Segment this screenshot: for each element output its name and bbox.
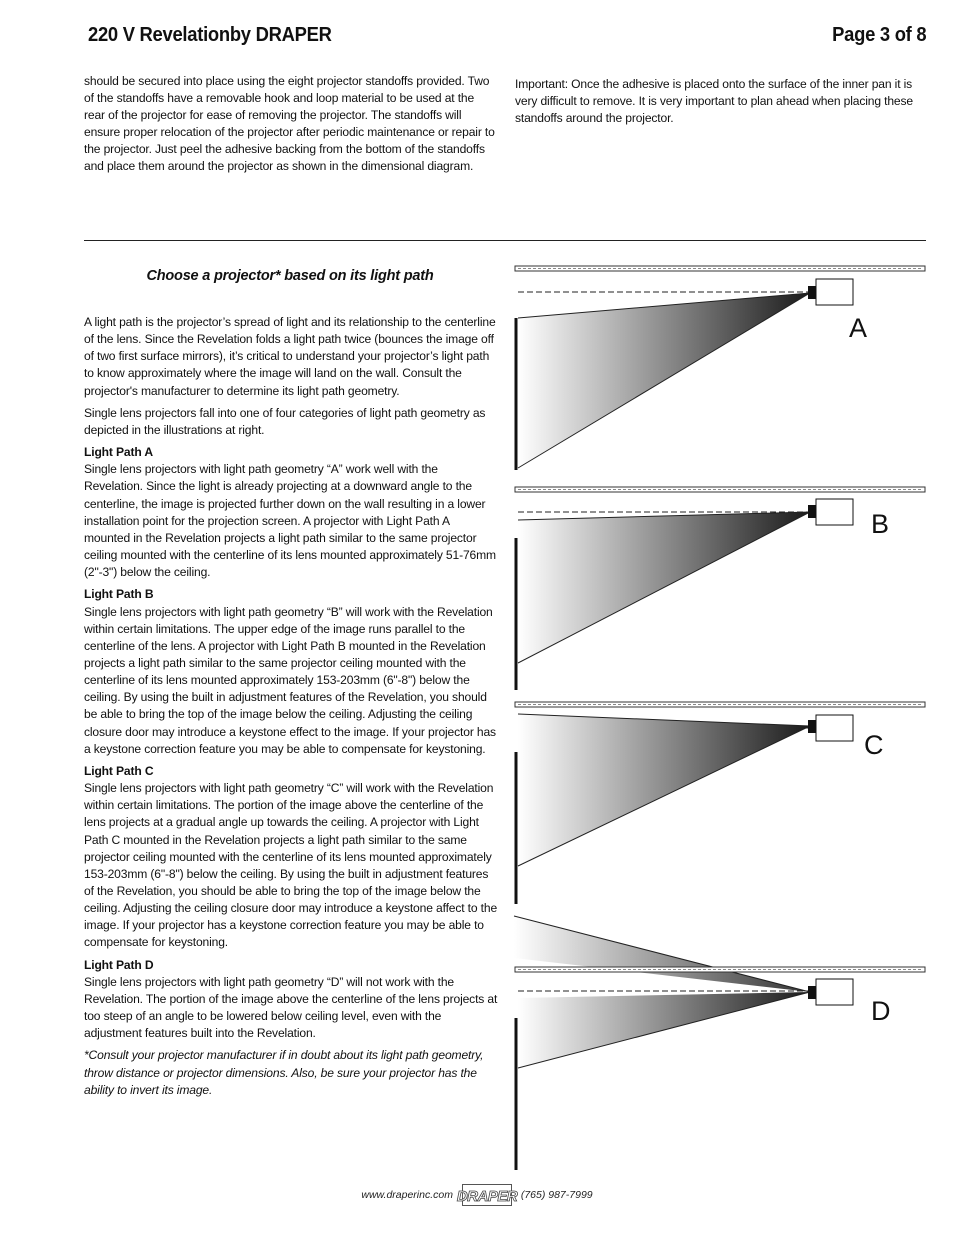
intro-paragraph: A light path is the projector’s spread of light and its relationship to the centerline of the lens. Since the Revelation folds a light path twice (bounces the image off of two first surface mirrors), it’s critical to understand your projector’s light path to know approximately where the image will land on the wall. Consult the projector's manufacturer to determine its light path geometry.: [84, 315, 496, 398]
diagram-a: [515, 266, 925, 470]
diagram-b: [515, 487, 925, 690]
light-beam: [518, 714, 810, 866]
light-path-c-title: Light Path C: [84, 763, 154, 778]
light-path-c-block: [84, 763, 498, 952]
light-path-a-title: Light Path A: [84, 445, 153, 460]
projector-lens: [808, 720, 816, 733]
section-heading: Choose a projector* based on its light path: [146, 268, 434, 284]
important-note-paragraph: Important: Once the adhesive is placed onto the surface of the inner pan it is very difficult to remove. It is very important to plan ahead when placing these standoffs around the projector.: [515, 77, 913, 126]
diagram-label-a: A: [849, 313, 868, 343]
light-path-b-text: Single lens projectors with light path geometry “B” will work with the Revelation within certain limitations. The upper edge of the image runs parallel to the centerline of the lens. A projector with Light Path B mounted in the Revelation projects a light path similar to the same projector ceiling mounted with the centerline of its lens mounted approximately 153-203mm (6"-8") below the ceiling. By using the built in adjustment features of the Revelation, you should be able to bring the top of the image below the ceiling. Adjusting the ceiling closure door may introduce a keystone effect to the image. If your projector has a keystone correction feature you may be able to compensate for keystoning.: [84, 604, 496, 756]
light-path-diagrams: [510, 258, 930, 1178]
projector-body: [816, 715, 853, 741]
light-path-b-title: Light Path B: [84, 587, 154, 602]
projector-body: [816, 979, 853, 1005]
diagram-label-c: C: [864, 730, 884, 760]
light-path-a-block: [84, 444, 498, 581]
diagram-c: [515, 702, 925, 904]
diagram-label-d: D: [871, 996, 891, 1026]
light-path-d-title: Light Path D: [84, 957, 154, 972]
footnote: *Consult your projector manufacturer if in doubt about its light path geometry, throw distance or projector dimensions. Also, be sure your projector has the ability to invert its image.: [84, 1048, 484, 1097]
document-title: 220 V Revelationby DRAPER: [88, 24, 332, 46]
page-footer: [0, 1184, 954, 1206]
light-path-b-block: [84, 586, 498, 758]
diagram-d: [514, 916, 925, 1170]
light-path-a-text: Single lens projectors with light path geometry “A” work well with the Revelation. Since the light is already projecting at a downward angle to the centerline, the image is projected further down on the wall resulting in a lower installation point for the projection screen. A projector with Light Path A mounted in the Revelation projects a light path similar to the same projector ceiling mounted with the centerline of its lens mounted approximately 51-76mm (2"-3") below the ceiling.: [84, 462, 496, 580]
intro-paragraph-2: Single lens projectors fall into one of four categories of light path geometry as depicted in the illustrations at right.: [84, 405, 486, 437]
projector-body: [816, 499, 853, 525]
light-path-c-text: Single lens projectors with light path geometry “C” will work with the Revelation within certain limitations. The portion of the image above the centerline of the lens projects at a gradual angle up towards the ceiling. A projector with Light Path C mounted in the Revelation projects a light path similar to the same projector ceiling mounted with the centerline of its lens mounted approximately 153-203mm (6"-8") below the ceiling. By using the built in adjustment features of the Revelation, you should be able to bring the top of the image below the ceiling. Adjusting the ceiling closure door may introduce a keystone affect to the image. If your projector has a keystone correction feature you may be able to compensate for keystoning.: [84, 781, 498, 950]
light-path-d-block: [84, 957, 498, 1043]
page-number: Page 3 of 8: [831, 24, 926, 46]
section-divider: [84, 240, 926, 241]
projector-lens: [808, 986, 816, 999]
light-path-text-column: [84, 314, 498, 1104]
projector-lens: [808, 286, 816, 299]
phone-number: (765) 987-7999: [520, 1189, 593, 1201]
svg-text:DRAPER: DRAPER: [456, 1188, 518, 1205]
standoffs-paragraph: should be secured into place using the eight projector standoffs provided. Two of the standoffs have a removable hook and loop material to be used at the rear of the projector for ease of removing the projector. The standoffs will ensure proper relocation of the projector after periodic maintenance or repair to the projector. Just peel the adhesive backing from the bottom of the standoffs and place them around the projector as shown in the dimensional diagram.: [84, 74, 495, 174]
projector-lens: [808, 505, 816, 518]
projector-body: [816, 279, 853, 305]
draper-logo: [456, 1184, 518, 1206]
light-path-d-text: Single lens projectors with light path geometry “D” will not work with the Revelation. The portion of the image above the centerline of the lens projects at too steep of an angle to be lowered below ceiling level, even with the adjustment features built into the Revelation.: [84, 974, 498, 1041]
website-link[interactable]: www.draperinc.com: [361, 1189, 453, 1201]
diagram-label-b: B: [871, 509, 890, 539]
